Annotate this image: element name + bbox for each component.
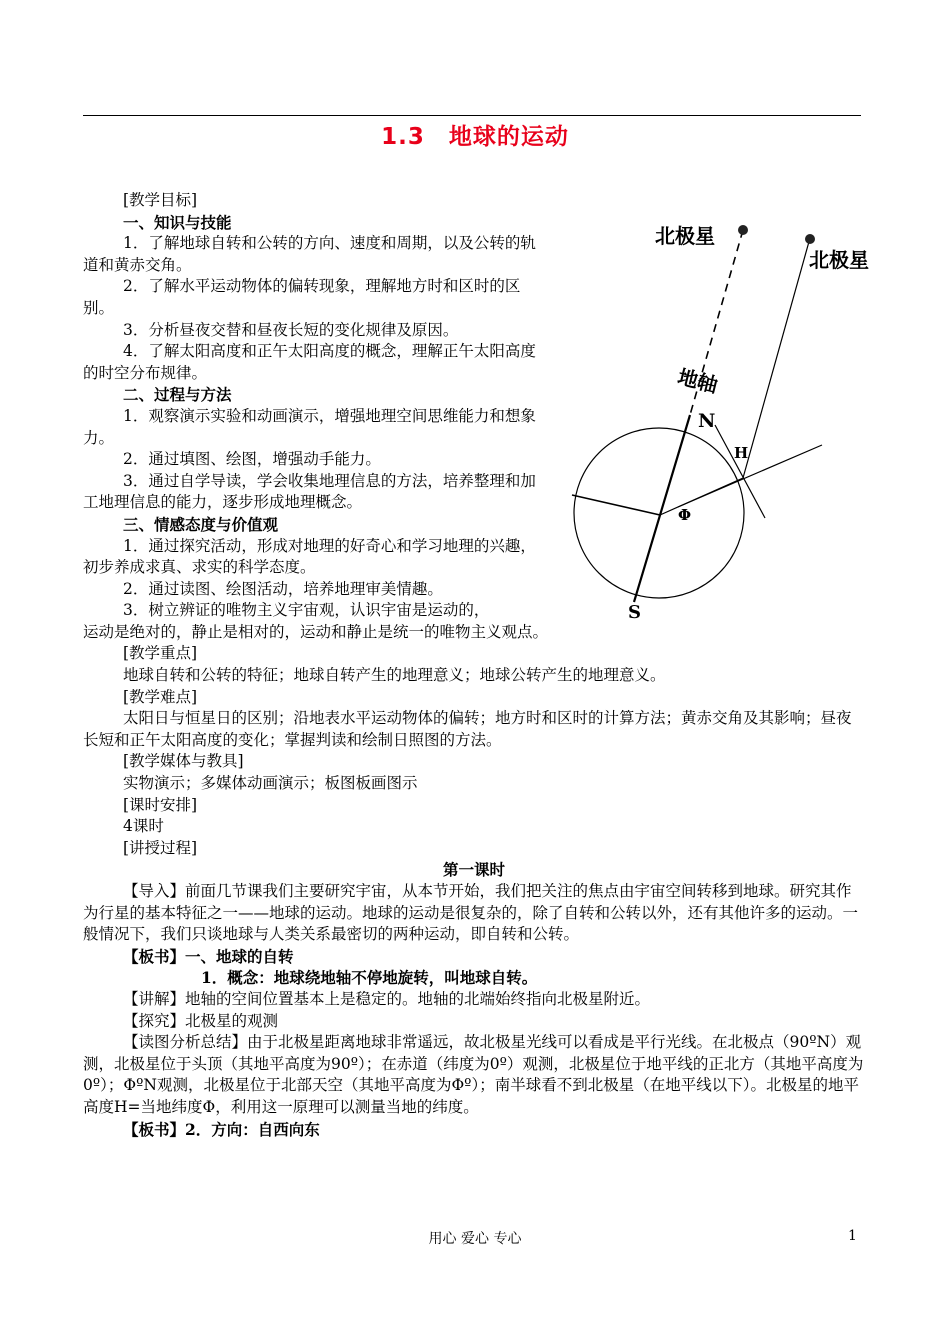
focus-text: 地球自转和公转的特征；地球自转产生的地理意义；地球公转产生的地理意义。 bbox=[123, 666, 666, 685]
difficulty-text: 太阳日与恒星日的区别；沿地表水平运动物体的偏转；地方时和区时的计算方法；黄赤交角及其影响；昼夜长短和正午太阳高度的变化；掌握判读和绘制日照图的方法。 bbox=[83, 709, 852, 749]
objective-item: 4．了解太阳高度和正午太阳高度的概念，理解正午太阳高度的时空分布规律。 bbox=[83, 342, 536, 382]
process-heading: [讲授过程] bbox=[123, 838, 198, 857]
objective-item: 3．树立辨证的唯物主义宇宙观，认识宇宙是运动的， bbox=[123, 601, 490, 620]
objective-item-continued: 运动是绝对的，静止是相对的，运动和静止是统一的唯物主义观点。 bbox=[83, 622, 549, 641]
board-heading-rotation: 【板书】一、地球的自转 bbox=[123, 946, 294, 966]
objective-item: 2．了解水平运动物体的偏转现象，理解地方时和区时的区别。 bbox=[83, 277, 521, 317]
page-title: 1.3 地球的运动 bbox=[381, 124, 569, 150]
objective-item: 2．通过填图、绘图，增强动手能力。 bbox=[123, 450, 381, 469]
h-label: H bbox=[734, 444, 749, 462]
section-knowledge: 一、知识与技能 bbox=[123, 212, 232, 232]
footer-motto: 用心 爱心 专心 bbox=[428, 1231, 522, 1247]
explore-paragraph: 【探究】北极星的观测 bbox=[123, 1011, 279, 1030]
objective-item: 1．通过探究活动，形成对地理的好奇心和学习地理的兴趣，初步养成求真、求实的科学态度。 bbox=[83, 536, 536, 577]
difficulty-heading: [教学难点] bbox=[123, 687, 198, 706]
section-process: 二、过程与方法 bbox=[123, 385, 232, 405]
board-heading-direction: 【板书】2．方向：自西向东 bbox=[123, 1119, 320, 1139]
objectives-heading: [教学目标] bbox=[123, 191, 198, 209]
star-label: 北极星 bbox=[809, 248, 869, 272]
schedule-text: 4课时 bbox=[123, 817, 164, 836]
objective-item: 1．了解地球自转和公转的方向、速度和周期，以及公转的轨道和黄赤交角。 bbox=[83, 234, 536, 274]
objective-item: 3．分析昼夜交替和昼夜长短的变化规律及原因。 bbox=[123, 320, 459, 339]
polaris-diagram bbox=[560, 210, 890, 630]
objective-item: 3．通过自学导读，学会收集地理信息的方法，培养整理和加工地理信息的能力，逐步形成地理概念。 bbox=[83, 471, 536, 512]
star-label: 北极星 bbox=[655, 224, 715, 248]
rotation-concept: 1．概念：地球绕地轴不停地旋转，叫地球自转。 bbox=[201, 968, 538, 988]
axis-label: 地轴 bbox=[675, 364, 721, 398]
north-label: N bbox=[698, 410, 716, 432]
south-label: S bbox=[628, 602, 641, 623]
objective-item: 2．通过读图、绘图活动，培养地理审美情趣。 bbox=[123, 579, 443, 598]
focus-heading: [教学重点] bbox=[123, 644, 198, 663]
polaris-ray bbox=[743, 238, 810, 478]
header-rule bbox=[83, 115, 861, 116]
polaris-star-icon bbox=[738, 225, 748, 235]
horizon-line bbox=[715, 425, 765, 518]
phi-label: Φ bbox=[678, 506, 692, 524]
equator-line bbox=[572, 495, 660, 515]
page-number: 1 bbox=[848, 1228, 857, 1244]
schedule-heading: [课时安排] bbox=[123, 795, 198, 814]
explain-paragraph: 【讲解】地轴的空间位置基本上是稳定的。地轴的北端始终指向北极星附近。 bbox=[123, 989, 651, 1008]
earth-circle bbox=[574, 428, 744, 598]
section-attitude: 三、情感态度与价值观 bbox=[123, 514, 279, 534]
intro-paragraph: 【导入】前面几节课我们主要研究宇宙，从本节开始，我们把关注的焦点由宇宙空间转移到地球。研究其作为行星的基本特征之一——地球的运动。地球的运动是很复杂的，除了自转和公转以外，还有其他许多的运动。一般情况下，我们只谈地球与人类关系最密切的两种运动，即自转和公转。 bbox=[83, 882, 859, 944]
objective-item: 1．观察演示实验和动画演示，增强地理空间思维能力和想象力。 bbox=[83, 406, 536, 447]
media-text: 实物演示；多媒体动画演示；板图板画图示 bbox=[123, 774, 418, 793]
media-heading: [教学媒体与教具] bbox=[123, 752, 244, 771]
summary-paragraph: 【读图分析总结】由于北极星距离地球非常遥远，故北极星光线可以看成是平行光线。在北极点（90ºN）观测，北极星位于头顶（其地平高度为90º）；在赤道（纬度为0º）观测，北极星位于地平线的正北方（其地平高度为0º）；ΦºN观测，北极星位于北部天空（其地平高度为Φº）；南半球看不到北极星（在地平线以下）。北极星的地平高度H=当地纬度Φ，利用这一原理可以测量当地的纬度。 bbox=[83, 1033, 864, 1116]
polaris-star-icon bbox=[805, 234, 815, 244]
lesson-title: 第一课时 bbox=[442, 860, 505, 880]
